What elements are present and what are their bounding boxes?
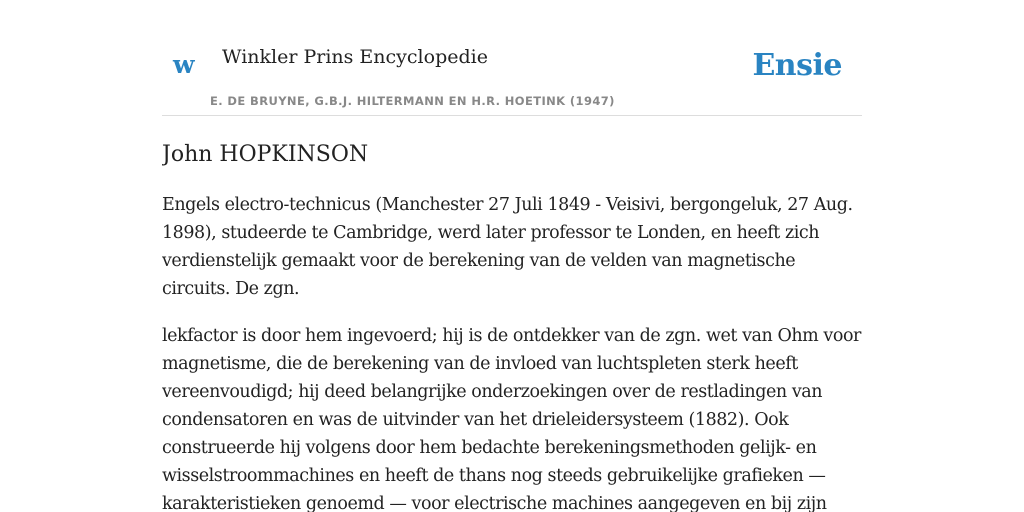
encyclopedia-title[interactable]: Winkler Prins Encyclopedie [222, 46, 488, 68]
article-paragraph: Engels electro-technicus (Manchester 27 Juli 1849 - Veisivi, bergongeluk, 27 Aug. 1898), studeerde te Cambridge, werd later professor te Londen, en heeft zich verdienstelijk gemaakt voor de berekening van de velden van magnetische circuits. De zgn. [162, 194, 853, 299]
encyclopedia-logo-icon[interactable]: w [173, 50, 195, 79]
article-title: John HOPKINSON [162, 142, 369, 167]
article-paragraph: lekfactor is door hem ingevoerd; hij is de ontdekker van de zgn. wet van Ohm voor magnetisme, die de berekening van de invloed van luchtspleten sterk heeft vereenvoudigd; hij deed belangrijke onderzoekingen over de restladingen van condensatoren en was de uitvinder van het drieleidersysteem (1882). Ook construeerde hij volgens door hem bedachte berekeningsmethoden gelijk- en wisselstroommachines en heeft de thans nog steeds gebruikelijke grafieken — karakteristieken genoemd — voor electrische machines aangegeven en bij zijn [162, 325, 861, 512]
encyclopedia-authors: E. DE BRUYNE, G.B.J. HILTERMANN EN H.R. HOETINK (1947) [210, 94, 615, 108]
article-page [162, 0, 862, 512]
ensie-brand-logo[interactable]: Ensie [752, 48, 842, 83]
encyclopedia-header [162, 0, 862, 116]
